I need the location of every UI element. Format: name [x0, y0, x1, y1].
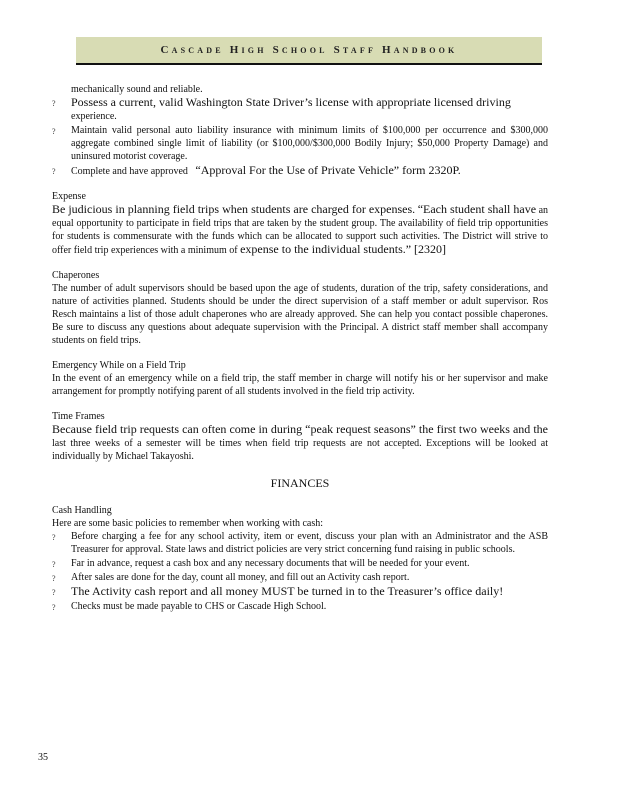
bullet-icon: ?	[52, 560, 56, 569]
bullet-icon: ?	[52, 603, 56, 612]
chaperones-section	[52, 269, 548, 347]
bullet-icon: ?	[52, 574, 56, 583]
cash-intro: Here are some basic policies to remember when working with cash:	[52, 518, 324, 529]
section-heading: Emergency While on a Field Trip	[52, 360, 186, 371]
bullet-text: Complete and have approved	[71, 166, 188, 177]
bullet-rest: experience.	[71, 111, 117, 122]
list-item	[52, 164, 548, 178]
emergency-body: In the event of an emergency while on a field trip, the staff member in charge will notify his or her supervisor and make arrangement for promptly notifying parent of all students involved in the field trip activity.	[52, 373, 548, 397]
bullet-icon: ?	[52, 533, 56, 542]
bullet-icon: ?	[52, 588, 56, 597]
bullet-icon: ?	[52, 127, 56, 136]
bullet-text: Before charging a fee for any school activity, item or event, discuss your plan with an Administrator and the ASB Treasurer for approval. State laws and district policies are very strict concerning fund raising in public schools.	[71, 531, 548, 555]
expense-body: an equal opportunity to participate in field trips that are taken by the student group. The availability of field trip opportunities for students is commensurate with the funds which can be allocated to support such activities. The District will strive to offer field trip experiences with a minimum of	[52, 205, 549, 256]
list-item	[52, 96, 548, 123]
list-item	[52, 600, 548, 613]
list-item	[52, 530, 548, 556]
finances-title: FINANCES	[270, 476, 330, 490]
emergency-section	[52, 359, 548, 398]
chaperones-body: The number of adult supervisors should be based upon the age of students, duration of the trip, safety considerations, and nature of activities planned. Students should be under the direct supervision of a staff member or adult supervisor. Ros Resch maintains a list of those adult chaperones who are already approved. She can help you contact possible chaperones. Be sure to discuss any questions about adequate supervision with the Principal. A district staff member shall accompany students on field trips.	[52, 283, 548, 346]
bullet-text: After sales are done for the day, count all money, and fill out an Activity cash report.	[71, 572, 410, 583]
timeframes-section	[52, 410, 548, 463]
bullet-icon: ?	[52, 99, 56, 108]
page-number: 35	[38, 752, 48, 763]
bullet-text-emphasis: The Activity cash report and all money MUST be turned in to the Treasurer’s office daily!	[71, 584, 504, 598]
bullet-lead: Possess a current, valid Washington State Driver’s license with appropriate licensed driving	[71, 95, 511, 109]
section-heading: Time Frames	[52, 411, 105, 422]
expense-lead: Be judicious in planning field trips when students are charged for expenses.	[52, 202, 416, 216]
list-item	[52, 124, 548, 163]
bullet-text: Checks must be made payable to CHS or Cascade High School.	[71, 601, 327, 612]
bullet-text: Far in advance, request a cash box and any necessary documents that will be needed for your event.	[71, 558, 470, 569]
handbook-title: Cascade High School Staff Handbook	[160, 44, 458, 56]
list-item	[52, 557, 548, 570]
page-content	[52, 83, 548, 614]
timeframes-lead: Because field trip requests can often come in during “peak request seasons” the first two weeks and the	[52, 422, 548, 436]
list-item	[52, 571, 548, 584]
section-heading: Chaperones	[52, 270, 100, 281]
form-reference: “Approval For the Use of Private Vehicle” form 2320P.	[195, 163, 461, 177]
cash-handling-section	[52, 504, 548, 613]
handbook-header	[76, 37, 542, 65]
expense-section	[52, 190, 548, 257]
list-item	[52, 585, 548, 599]
bullet-text: Maintain valid personal auto liability insurance with minimum limits of $100,000 per occurrence and $300,000 aggregate combined single limit of liability (or $100,000/$300,000 Bodily Injury; $50,000 Property Damage) and uninsured motorist coverage.	[71, 125, 548, 162]
continuation-text: mechanically sound and reliable.	[71, 84, 203, 95]
timeframes-body: last three weeks of a semester will be times when field trip requests are not accepted. Exceptions will be looked at individually by Michael Takayoshi.	[52, 438, 548, 462]
bullet-icon: ?	[52, 167, 56, 176]
expense-quote-open: “Each student shall have	[417, 202, 537, 216]
section-heading: Expense	[52, 191, 86, 202]
expense-tail: expense to the individual students.” [2320]	[240, 242, 447, 256]
section-heading: Cash Handling	[52, 505, 112, 516]
